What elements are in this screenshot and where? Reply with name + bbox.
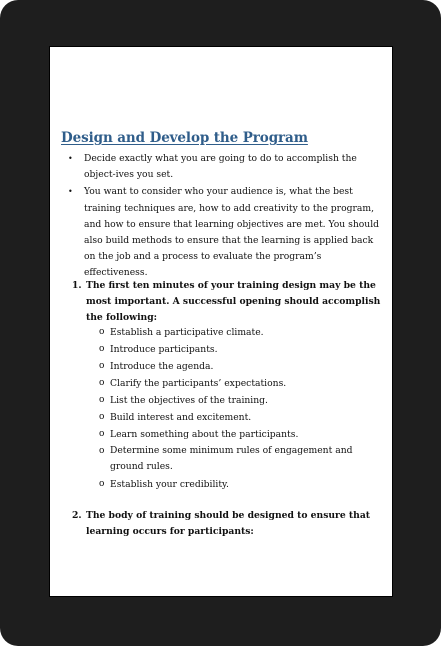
- sub-item: [99, 476, 384, 493]
- sub-item: [99, 358, 384, 375]
- numbered-item-1: [68, 278, 383, 327]
- sub-item: [99, 375, 384, 392]
- sub-item: [99, 392, 384, 409]
- sub-text: Build interest and excitement.: [110, 412, 252, 423]
- sub-marker: o: [99, 327, 105, 337]
- item-number: 2.: [72, 510, 82, 521]
- sub-marker: o: [99, 395, 105, 405]
- sub-text: Learn something about the participants.: [110, 429, 299, 440]
- sub-item: [99, 324, 384, 341]
- sub-item: [99, 443, 384, 475]
- sub-marker: o: [99, 412, 105, 422]
- bullet-text: You want to consider who your audience is, what the best training techniques are, how to add creativity to the program, and how to ensure that learning objectives are met. You should also build methods to ensure that the learning is applied back on the job and a process to evaluate the program’s effectiveness.: [84, 186, 380, 279]
- sub-marker: o: [99, 446, 105, 456]
- bullet-list: [68, 151, 383, 283]
- bullet-marker: •: [68, 187, 73, 197]
- sub-marker: o: [99, 429, 105, 439]
- sub-marker: o: [99, 378, 105, 388]
- document-page: [49, 46, 393, 597]
- item-text: The body of training should be designed to ensure that learning occurs for participants:: [86, 510, 371, 538]
- item-text: The first ten minutes of your training design may be the most important. A successful opening should accomplish the following:: [86, 280, 381, 324]
- bullet-marker: •: [68, 154, 73, 163]
- sub-text: Clarify the participants’ expectations.: [110, 378, 287, 389]
- sub-item: [99, 426, 384, 443]
- sub-text: Establish a participative climate.: [110, 327, 264, 338]
- sub-marker: o: [99, 361, 105, 371]
- sub-text: Establish your credibility.: [110, 479, 229, 490]
- bullet-item: [68, 151, 383, 183]
- bullet-text: Decide exactly what you are going to do to accomplish the object-ives you set.: [84, 153, 357, 181]
- sub-text: Determine some minimum rules of engagement and ground rules.: [110, 445, 353, 472]
- sub-text: List the objectives of the training.: [110, 395, 268, 406]
- section-title: Design and Develop the Program: [61, 130, 308, 146]
- sub-marker: o: [99, 344, 105, 354]
- sub-item: [99, 409, 384, 426]
- sub-text: Introduce participants.: [110, 344, 218, 355]
- sub-text: Introduce the agenda.: [110, 361, 214, 372]
- item-number: 1.: [72, 280, 82, 291]
- opening-goals-list: [99, 324, 384, 493]
- numbered-item-2: [68, 508, 383, 540]
- sub-marker: o: [99, 479, 105, 489]
- sub-item: [99, 341, 384, 358]
- bullet-item: [68, 184, 383, 281]
